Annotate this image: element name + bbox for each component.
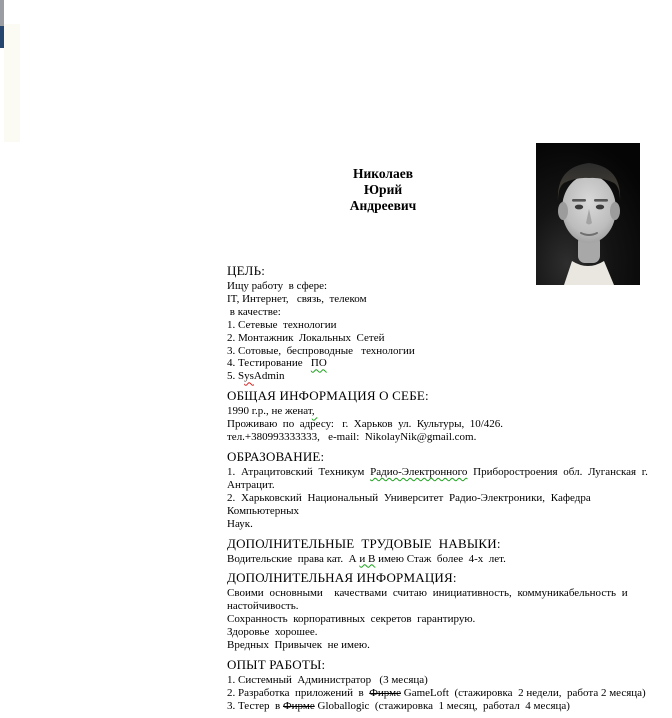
text-line: 2. Монтажник Локальных Сетей — [227, 331, 385, 344]
person-name — [227, 166, 539, 214]
section-heading: ДОПОЛНИТЕЛЬНЫЕ ТРУДОВЫЕ НАВЫКИ: — [227, 535, 501, 551]
section — [227, 449, 648, 531]
green-marked-text: и В — [359, 552, 376, 565]
text-line: Наук. — [227, 517, 253, 530]
text-line: Своими основными качествами считаю инициативность, коммуникабельность и — [227, 587, 628, 600]
section-heading: ДОПОЛНИТЕЛЬНАЯ ИНФОРМАЦИЯ: — [227, 570, 457, 586]
name-line-middle: Андреевич — [349, 198, 417, 213]
name-line-first: Юрий — [363, 182, 403, 197]
red-marked-text: ys — [244, 370, 254, 383]
section — [227, 570, 648, 652]
text-line: 1. Системный Администратор (3 месяца) — [227, 673, 428, 686]
text-line: тел.+380993333333, e-mail: NikolayNik@gmail.com. — [227, 431, 477, 444]
text-line: 1. Атрацитовский Техникум Радио-Электронного Приборостроения обл. Луганская г. — [227, 465, 648, 478]
text-line: настойчивость. — [227, 600, 299, 613]
text-line: IT, Интернет, связь, телеком — [227, 292, 367, 305]
green-marked-text: , — [311, 405, 318, 418]
text-line: 1. Сетевые технологии — [227, 318, 337, 331]
section — [227, 657, 648, 713]
window-edge-gray-sliver — [0, 0, 4, 26]
text-line: 3. Сотовые, беспроводные технологии — [227, 344, 415, 357]
green-marked-text: Радио-Электронного — [370, 465, 468, 478]
text-line: 4. Тестирование ПО — [227, 357, 327, 370]
section-heading: ОБЩАЯ ИНФОРМАЦИЯ О СЕБЕ: — [227, 388, 429, 404]
window-edge-ivory-sliver — [4, 24, 20, 142]
text-line: 2. Разработка приложений в Фирме GameLoft (стажировка 2 недели, работа 2 месяца) — [227, 686, 646, 699]
section-heading: ЦЕЛЬ: — [227, 263, 266, 278]
section-heading: ОПЫТ РАБОТЫ: — [227, 656, 326, 672]
text-line: Вредных Привычек не имею. — [227, 639, 370, 652]
name-line-last: Николаев — [352, 166, 414, 181]
section — [227, 536, 648, 566]
text-line: 5. SysAdmin — [227, 370, 285, 383]
text-line: 3. Тестер в Фирме Globallogic (стажировка 1 месяц, работал 4 месяца) — [227, 699, 570, 712]
strike-marked-text: Фирме — [282, 699, 315, 712]
strike-marked-text: Фирме — [369, 686, 401, 699]
text-line: Сохранность корпоративных секретов гарантирую. — [227, 613, 476, 626]
text-line: 1990 г.р., не женат, — [227, 405, 318, 418]
text-line: Водительские права кат. А и В имею Стаж более 4-х лет. — [227, 552, 506, 565]
text-line: Антрацит. — [227, 478, 275, 491]
text-line: 2. Харьковский Национальный Университет Радио-Электроники, Кафедра Компьютерных — [227, 491, 597, 517]
section — [227, 263, 648, 383]
section — [227, 388, 648, 444]
text-line: Проживаю по адресу: г. Харьков ул. Культуры, 10/426. — [227, 418, 504, 431]
text-line: в качестве: — [227, 305, 281, 318]
section-heading: ОБРАЗОВАНИЕ: — [227, 448, 325, 464]
green-marked-text: ПО — [310, 357, 327, 370]
document-sections — [227, 263, 648, 718]
text-line: Ищу работу в сфере: — [227, 280, 328, 292]
text-line: Здоровье хорошее. — [227, 626, 318, 639]
